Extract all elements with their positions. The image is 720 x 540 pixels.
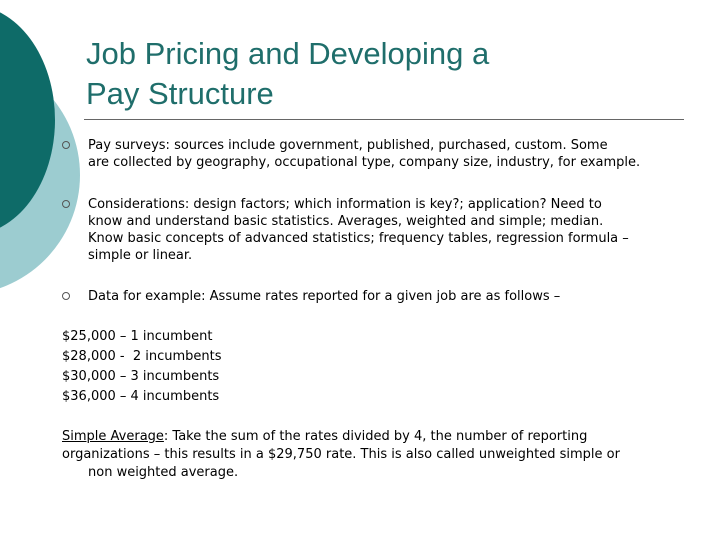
bullet-text: Considerations: design factors; which information is key?; application? Need to know and understand basic statistics. Averages, weighted and simple; median. Know basic concepts of advanced statistics; frequency tables, regression formula – simple or linear. <box>88 197 629 263</box>
rate-line: $30,000 – 3 incumbents <box>62 369 220 384</box>
bullet-text: Pay surveys: sources include government, published, purchased, custom. Some are collected by geography, occupational type, company size, industry, for example. <box>88 138 641 170</box>
rate-line: $36,000 – 4 incumbents <box>62 389 220 404</box>
bullet-pay-surveys <box>62 137 702 171</box>
bullet-circle-icon <box>62 141 70 149</box>
bullet-circle-icon <box>62 292 70 300</box>
rate-line: $25,000 – 1 incumbent <box>62 329 213 344</box>
bullet-data-example <box>62 288 702 305</box>
title-divider <box>84 119 684 120</box>
simple-average-text-2: organizations – this results in a $29,750 rate. This is also called unweighted simple or <box>62 447 620 462</box>
title-line-2: Pay Structure <box>86 76 274 111</box>
simple-average-paragraph <box>62 428 702 482</box>
title-line-1: Job Pricing and Developing a <box>86 36 490 71</box>
simple-average-label: Simple Average <box>62 429 164 444</box>
rates-list <box>62 327 702 407</box>
rate-line: $28,000 - 2 incumbents <box>62 349 222 364</box>
bullet-considerations <box>62 196 702 264</box>
bullet-circle-icon <box>62 200 70 208</box>
simple-average-text-1: Take the sum of the rates divided by 4, the number of reporting <box>168 429 588 444</box>
simple-average-text-3: non weighted average. <box>88 465 239 480</box>
slide-title <box>86 34 686 114</box>
bullet-text: Data for example: Assume rates reported for a given job are as follows – <box>88 289 561 304</box>
simple-average-colon: : <box>163 429 169 444</box>
